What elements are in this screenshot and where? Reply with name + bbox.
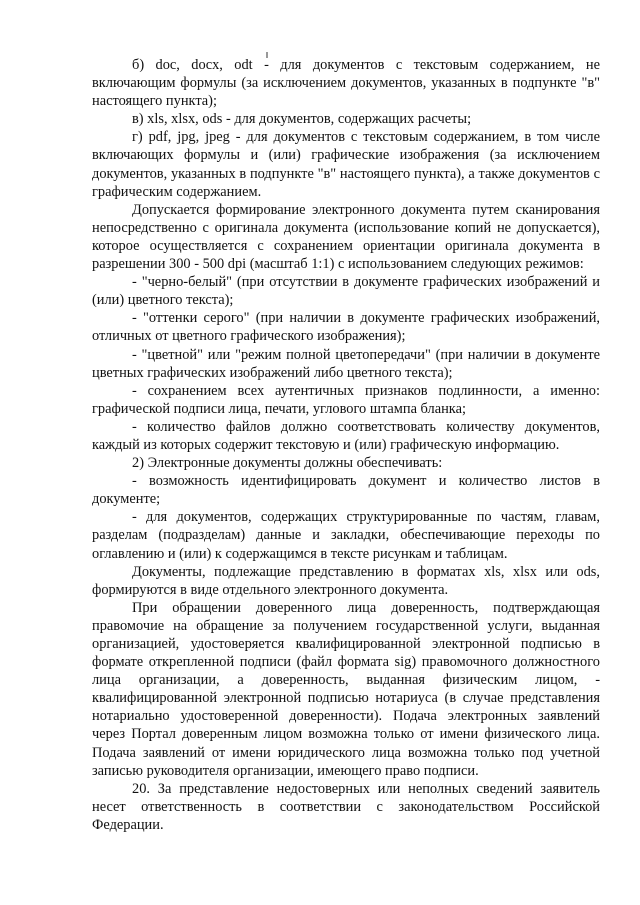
paragraph-e-docs-requirements: 2) Электронные документы должны обеспечивать: <box>132 455 443 472</box>
paragraph-20-responsibility: 20. За представление недостоверных или неполных сведений заявитель несет ответственность в соответствии с законодательством Российской Федерации. <box>92 780 600 833</box>
list-item-grayscale-mode: - "оттенки серого" (при наличии в документе графических изображений, отличных от цветного графического изображения); <box>92 310 600 345</box>
document-body <box>92 56 600 834</box>
list-item-authenticity: - сохранением всех аутентичных признаков подлинности, а именно: графической подписи лица, печати, углового штампа бланка; <box>92 382 600 417</box>
paragraph-g-pdf-formats: г) pdf, jpg, jpeg - для документов с текстовым содержанием, в том числе включающих формулы и (или) графические изображения (за исключением документов, указанных в подпункте "в" настоящего пункта), а также документов с графическим содержанием. <box>92 129 600 200</box>
list-item-bookmarks: - для документов, содержащих структурированные по частям, главам, разделам (подразделам) данные и закладки, обеспечивающие переходы по оглавлению и (или) к содержащимся в тексте рисункам и таблицам. <box>92 509 600 562</box>
paragraph-b-doc-formats: б) doc, docx, odt - для документов с текстовым содержанием, не включающим формулы (за исключением документов, указанных в подпункте "в" настоящего пункта); <box>92 57 600 110</box>
paragraph-scanning: Допускается формирование электронного документа путем сканирования непосредственно с оригинала документа (использование копий не допускается), которое осуществляется с сохранением ориентации оригинала документа в разрешении 300 - 500 dpi (масштаб 1:1) с использованием следующих режимов: <box>92 201 600 273</box>
list-item-identify: - возможность идентифицировать документ и количество листов в документе; <box>92 473 600 508</box>
paragraph-xls-separate: Документы, подлежащие представлению в форматах xls, xlsx или ods, формируются в виде отдельного электронного документа. <box>92 563 600 598</box>
list-item-color-mode: - "цветной" или "режим полной цветопередачи" (при наличии в документе цветных графических изображений либо цветного текста); <box>92 346 600 381</box>
list-item-file-count: - количество файлов должно соответствовать количеству документов, каждый из которых содержит текстовую и (или) графическую информацию. <box>92 418 600 453</box>
paragraph-power-of-attorney: При обращении доверенного лица доверенность, подтверждающая правомочие на обращение за получением государственной услуги, выданная организацией, удостоверяется квалифицированной электронной подписью в формате открепленной подписи (файл формата sig) правомочного должностного лица организации, а доверенность, выданная физическим лицом, - квалифицированной электронной подписью нотариуса (в случае представления нотариально удостоверенной доверенности). Подача электронных заявлений через Портал доверенным лицом возможна только от имени физического лица. Подача заявлений от имени юридического лица возможна только под учетной записью руководителя организации, имеющего право подписи. <box>92 599 600 779</box>
paragraph-v-xls-formats: в) xls, xlsx, ods - для документов, содержащих расчеты; <box>132 111 472 128</box>
list-item-bw-mode: - "черно-белый" (при отсутствии в документе графических изображений и (или) цветного текста); <box>92 274 600 309</box>
